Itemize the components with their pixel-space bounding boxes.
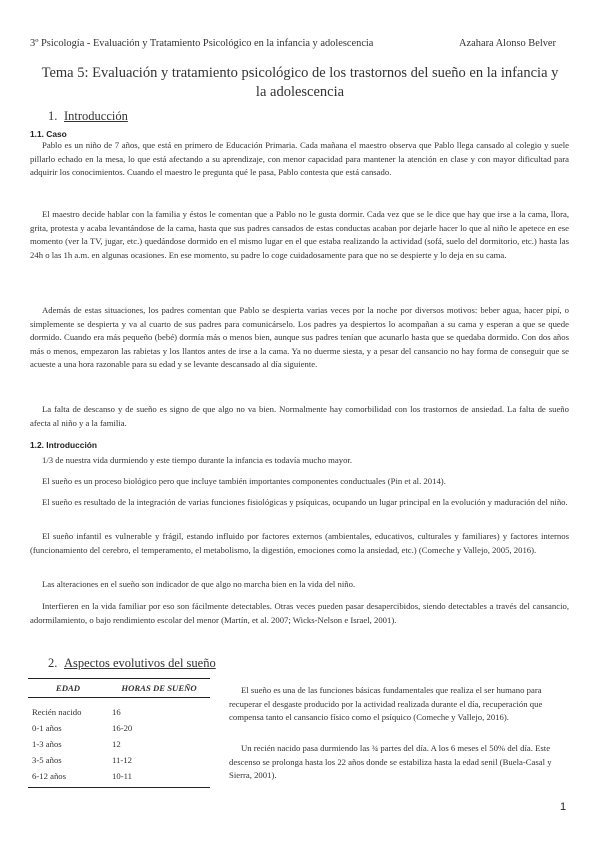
- section-number: 1.: [48, 109, 58, 123]
- table-cell: 6-12 años: [28, 768, 108, 788]
- table-cell: 0-1 años: [32, 723, 62, 733]
- paragraph: Interfieren en la vida familiar por eso son fácilmente detectables. Otras veces pueden pasar desapercibidos, siendo detectables a través del cansancio, adormilamiento, o bajo rendimiento escolar del menor (Martín, et al. 2007; Wicks-Nelson e Israel, 2001).: [30, 601, 569, 625]
- table-row: [28, 736, 210, 752]
- table-row: [28, 768, 210, 788]
- page-number: 1: [560, 801, 567, 813]
- table-cell: 10-11: [108, 768, 210, 788]
- section-heading-introduccion: [48, 109, 128, 124]
- paragraph: Las alteraciones en el sueño son indicador de que algo no marcha bien en la vida del niño.: [42, 579, 356, 589]
- subsection-heading-caso: 1.1. Caso: [30, 129, 67, 139]
- section-title: Introducción: [64, 109, 128, 123]
- paragraph: El sueño es resultado de la integración de varias funciones fisiológicas y psíquicas, ocupando un lugar principal en la evolución y maduración del niño.: [42, 497, 568, 507]
- table-cell: 12: [112, 739, 121, 749]
- paragraph: El sueño es una de las funciones básicas fundamentales que realiza el ser humano para recuperar el desgaste producido por la actividad realizada durante el día, recuperación que compensa tanto el cansancio físico como el psíquico (Comeche y Vallejo, 2016).: [229, 685, 543, 723]
- section-number: 2.: [48, 656, 58, 670]
- section-heading-aspectos: [48, 656, 216, 671]
- table-cell: 1-3 años: [32, 739, 62, 749]
- header-course: 3º Psicología - Evaluación y Tratamiento Psicológico en la infancia y adolescencia: [30, 38, 374, 49]
- table-cell: 3-5 años: [32, 755, 62, 765]
- table-row: [28, 752, 210, 768]
- paragraph: Pablo es un niño de 7 años, que está en primero de Educación Primaria. Cada mañana el maestro observa que Pablo llega cansado al colegio y suele pillarlo echado en la mesa, lo que está afectando a su aprendizaje, con menor capacidad para mantener la atención en clase y con mayor dificultad para adquirir los conocimientos. Cuando el maestro le pregunta qué le pasa, Pablo contesta que está cansado.: [30, 140, 569, 178]
- header-author: Azahara Alonso Belver: [459, 38, 556, 49]
- section-title: Aspectos evolutivos del sueño: [64, 656, 216, 670]
- column-header-hours: HORAS DE SUEÑO: [108, 679, 210, 698]
- page-title: Tema 5: Evaluación y tratamiento psicológico de los trastornos del sueño en la infancia y la adolescencia: [41, 65, 559, 100]
- table-cell: 16-20: [112, 723, 133, 733]
- table-header-row: [28, 679, 210, 698]
- paragraph: 1/3 de nuestra vida durmiendo y este tiempo durante la infancia es todavía mucho mayor.: [42, 455, 353, 465]
- table-cell: 11-12: [112, 755, 132, 765]
- paragraph: Además de estas situaciones, los padres comentan que Pablo se despierta varias veces por la noche por diversos motivos: beber agua, hacer pipí, o simplemente se despierta y va al cuarto de sus padres para comunicárselo. Los padres ya despiertos lo acompañan a su cama y esperan a que se quede dormido. Cuando era más pequeño (bebé) dormía más o menos bien, aunque sus padres tenían que acunarlo hasta que se quedaba dormido. Con dos años más o menos, empezaron las rabietas y los llantos antes de irse a la cama. Ya no duerme siesta, y a pesar del cansancio no hay forma de conseguir que se acueste a una hora razonable para su edad y se levante descansado al día siguiente.: [30, 305, 569, 370]
- sleep-hours-table: [28, 678, 210, 788]
- paragraph: Un recién nacido pasa durmiendo las ¾ partes del día. A los 6 meses el 50% del día. Este descenso se prolonga hasta los 22 años donde se estabiliza hasta la edad senil (Buela-Casal y Sierra, 2001).: [229, 743, 552, 781]
- subsection-heading-introduccion: 1.2. Introducción: [30, 440, 98, 450]
- running-header: [30, 38, 570, 49]
- paragraph: El sueño es un proceso biológico pero que incluye también importantes componentes conductuales (Pin et al. 2014).: [42, 476, 446, 486]
- paragraph: El maestro decide hablar con la familia y éstos le comentan que a Pablo no le gusta dormir. Cada vez que se le dice que hay que irse a la cama, llora, grita, protesta y acaba levantándose de la cama, hasta que sus padres cansados de estas conductas acaban por dejarle hacer lo que al niño le apetece en ese momento (ver la TV, jugar, etc.) quedándose dormido en el mismo lugar en el que estaba realizando la actividad (sofá, suelo del dormitorio, etc.) hasta las 24h o las 1h a.m. en algunas ocasiones. En ese momento, su padre lo coge cuidadosamente para que no se despierte y lo deja en su cama.: [30, 209, 569, 260]
- table-cell: 16: [112, 707, 121, 717]
- paragraph: La falta de descanso y de sueño es signo de que algo no va bien. Normalmente hay comorbilidad con los trastornos de ansiedad. La falta de sueño afecta al niño y a la familia.: [30, 404, 569, 428]
- table-cell: Recién nacido: [32, 707, 82, 717]
- table-row: [28, 720, 210, 736]
- column-header-age: EDAD: [28, 679, 108, 698]
- paragraph: El sueño infantil es vulnerable y frágil, estando influido por factores externos (ambientales, educativos, culturales y familiares) y factores internos (funcionamiento del cerebro, el temperamento, el metabolismo, la digestión, emociones como la ansiedad, etc.) (Comeche y Vallejo, 2005, 2016).: [30, 531, 569, 555]
- table-row: [28, 698, 210, 721]
